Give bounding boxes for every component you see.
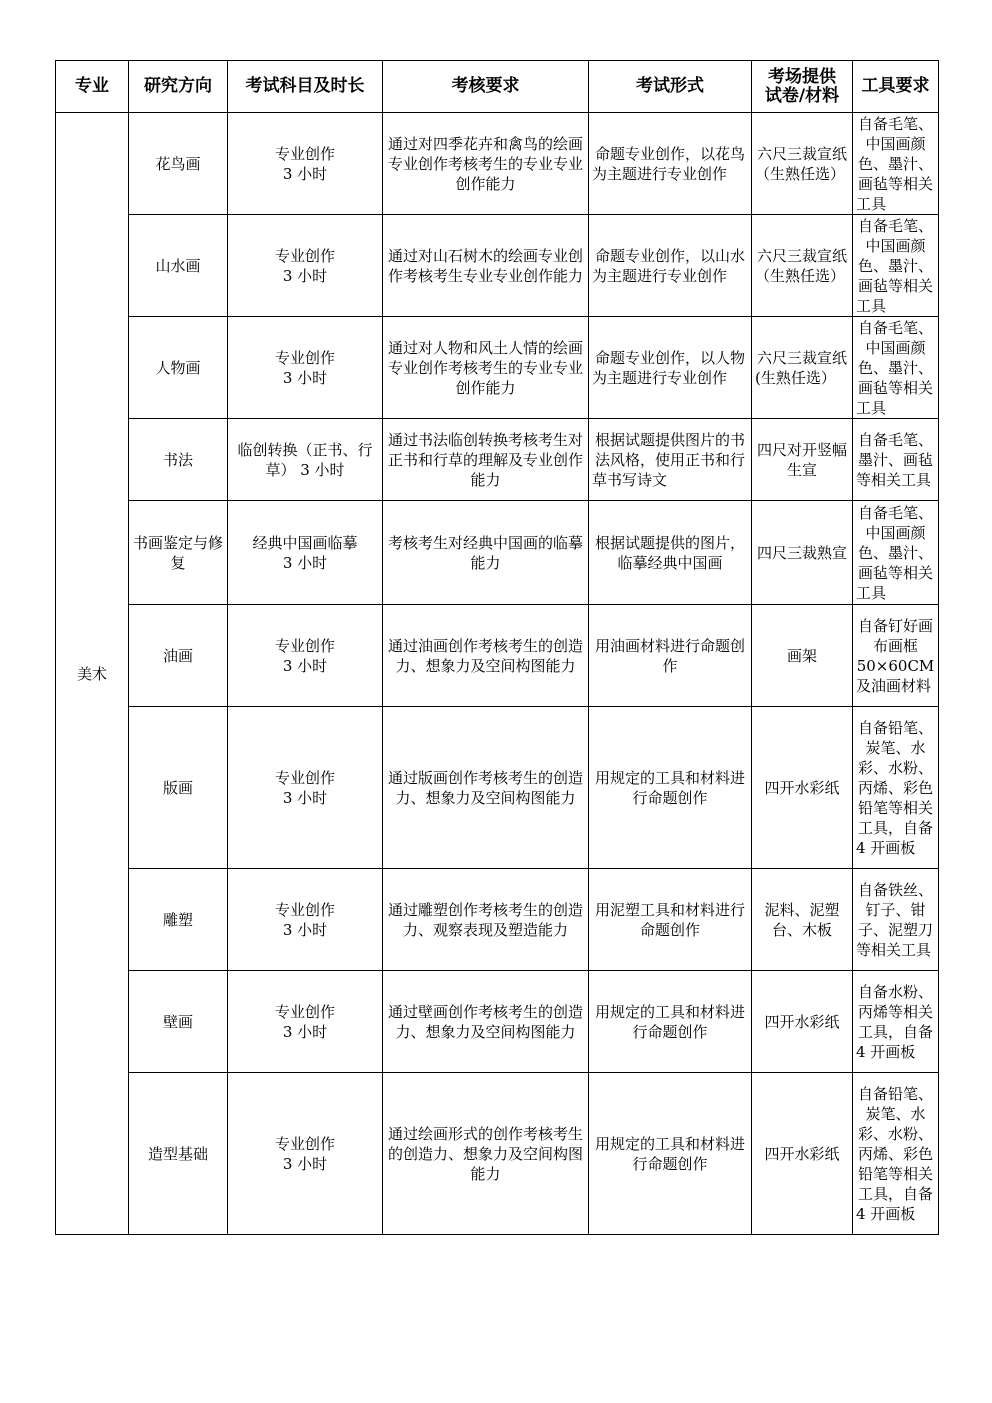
tools-cell: 自备毛笔、中国画颜色、墨汁、画毡等相关工具 [853, 501, 939, 605]
subject-text: 临创转换（正书、行草） 3 小时 [237, 440, 373, 479]
tools-cell: 自备毛笔、中国画颜色、墨汁、画毡等相关工具 [853, 113, 939, 215]
tools-cell: 自备铁丝、钉子、钳子、泥塑刀等相关工具 [853, 869, 939, 971]
subject-cell [228, 1073, 383, 1235]
header-materials [752, 61, 853, 113]
subject-text: 专业创作 3 小时 [274, 246, 335, 285]
direction-cell: 壁画 [129, 971, 228, 1073]
subject-text: 经典中国画临摹 3 小时 [252, 533, 358, 572]
subject-cell [228, 113, 383, 215]
table-row [56, 317, 939, 419]
header-requirement: 考核要求 [383, 61, 589, 113]
subject-cell [228, 317, 383, 419]
requirement-cell: 通过对人物和风土人情的绘画专业创作考核考生的专业专业创作能力 [383, 317, 589, 419]
materials-cell: 四尺对开竖幅生宣 [752, 419, 853, 501]
subject-text: 专业创作 3 小时 [274, 1134, 335, 1173]
tools-cell: 自备铅笔、炭笔、水彩、水粉、丙烯、彩色铅笔等相关工具，自备 4 开画板 [853, 707, 939, 869]
materials-cell: 四开水彩纸 [752, 707, 853, 869]
direction-cell: 山水画 [129, 215, 228, 317]
table-body [56, 113, 939, 1235]
requirement-cell: 通过绘画形式的创作考核考生的创造力、想象力及空间构图能力 [383, 1073, 589, 1235]
materials-cell: 六尺三裁宣纸（生熟任选） [752, 113, 853, 215]
tools-cell: 自备毛笔、墨汁、画毡等相关工具 [853, 419, 939, 501]
subject-cell [228, 419, 383, 501]
format-cell: 用泥塑工具和材料进行命题创作 [589, 869, 752, 971]
materials-cell: 四开水彩纸 [752, 1073, 853, 1235]
tools-cell: 自备钉好画布画框50×60CM及油画材料 [853, 605, 939, 707]
direction-cell: 人物画 [129, 317, 228, 419]
header-direction: 研究方向 [129, 61, 228, 113]
tools-cell: 自备毛笔、中国画颜色、墨汁、画毡等相关工具 [853, 215, 939, 317]
table-row [56, 605, 939, 707]
subject-cell [228, 215, 383, 317]
tools-cell: 自备毛笔、中国画颜色、墨汁、画毡等相关工具 [853, 317, 939, 419]
format-cell: 命题专业创作，以山水为主题进行专业创作 [589, 215, 752, 317]
format-cell: 命题专业创作，以花鸟为主题进行专业创作 [589, 113, 752, 215]
requirement-cell: 通过对山石树木的绘画专业创作考核考生专业专业创作能力 [383, 215, 589, 317]
materials-cell: 画架 [752, 605, 853, 707]
table-row [56, 113, 939, 215]
requirement-cell: 通过壁画创作考核考生的创造力、想象力及空间构图能力 [383, 971, 589, 1073]
requirement-cell: 通过书法临创转换考核考生对正书和行草的理解及专业创作能力 [383, 419, 589, 501]
requirement-cell: 考核考生对经典中国画的临摹能力 [383, 501, 589, 605]
requirement-cell: 通过版画创作考核考生的创造力、想象力及空间构图能力 [383, 707, 589, 869]
header-major: 专业 [56, 61, 129, 113]
table-row [56, 869, 939, 971]
format-cell: 根据试题提供图片的书法风格，使用正书和行草书写诗文 [589, 419, 752, 501]
major-cell: 美术 [56, 113, 129, 1235]
materials-cell: 六尺三裁宣纸（生熟任选） [752, 215, 853, 317]
materials-cell: 六尺三裁宣纸(生熟任选） [752, 317, 853, 419]
requirement-cell: 通过雕塑创作考核考生的创造力、观察表现及塑造能力 [383, 869, 589, 971]
format-cell: 根据试题提供的图片，临摹经典中国画 [589, 501, 752, 605]
direction-cell: 造型基础 [129, 1073, 228, 1235]
format-cell: 用规定的工具和材料进行命题创作 [589, 971, 752, 1073]
subject-text: 专业创作 3 小时 [274, 900, 335, 939]
subject-cell [228, 869, 383, 971]
direction-cell: 油画 [129, 605, 228, 707]
direction-cell: 书画鉴定与修复 [129, 501, 228, 605]
header-subject: 考试科目及时长 [228, 61, 383, 113]
subject-cell [228, 971, 383, 1073]
format-cell: 用规定的工具和材料进行命题创作 [589, 707, 752, 869]
tools-cell: 自备铅笔、炭笔、水彩、水粉、丙烯、彩色铅笔等相关工具，自备 4 开画板 [853, 1073, 939, 1235]
tools-cell: 自备水粉、丙烯等相关工具，自备 4 开画板 [853, 971, 939, 1073]
direction-cell: 书法 [129, 419, 228, 501]
direction-cell: 雕塑 [129, 869, 228, 971]
table-row [56, 971, 939, 1073]
subject-cell [228, 501, 383, 605]
table-row [56, 501, 939, 605]
subject-text: 专业创作 3 小时 [274, 144, 335, 183]
subject-text: 专业创作 3 小时 [274, 1002, 335, 1041]
exam-requirements-table [55, 60, 939, 1235]
header-tools: 工具要求 [853, 61, 939, 113]
direction-cell: 版画 [129, 707, 228, 869]
requirement-cell: 通过油画创作考核考生的创造力、想象力及空间构图能力 [383, 605, 589, 707]
table-row [56, 1073, 939, 1235]
subject-text: 专业创作 3 小时 [274, 348, 335, 387]
subject-text: 专业创作 3 小时 [274, 768, 335, 807]
table-row [56, 707, 939, 869]
direction-cell: 花鸟画 [129, 113, 228, 215]
requirement-cell: 通过对四季花卉和禽鸟的绘画专业创作考核考生的专业专业创作能力 [383, 113, 589, 215]
subject-cell [228, 707, 383, 869]
format-cell: 用油画材料进行命题创作 [589, 605, 752, 707]
table-row [56, 215, 939, 317]
subject-cell [228, 605, 383, 707]
materials-cell: 泥料、泥塑台、木板 [752, 869, 853, 971]
table-row [56, 419, 939, 501]
header-format: 考试形式 [589, 61, 752, 113]
format-cell: 用规定的工具和材料进行命题创作 [589, 1073, 752, 1235]
subject-text: 专业创作 3 小时 [274, 636, 335, 675]
header-materials-text: 考场提供 试卷/材料 [764, 66, 840, 106]
materials-cell: 四尺三裁熟宣 [752, 501, 853, 605]
header-row [56, 61, 939, 113]
materials-cell: 四开水彩纸 [752, 971, 853, 1073]
format-cell: 命题专业创作，以人物为主题进行专业创作 [589, 317, 752, 419]
